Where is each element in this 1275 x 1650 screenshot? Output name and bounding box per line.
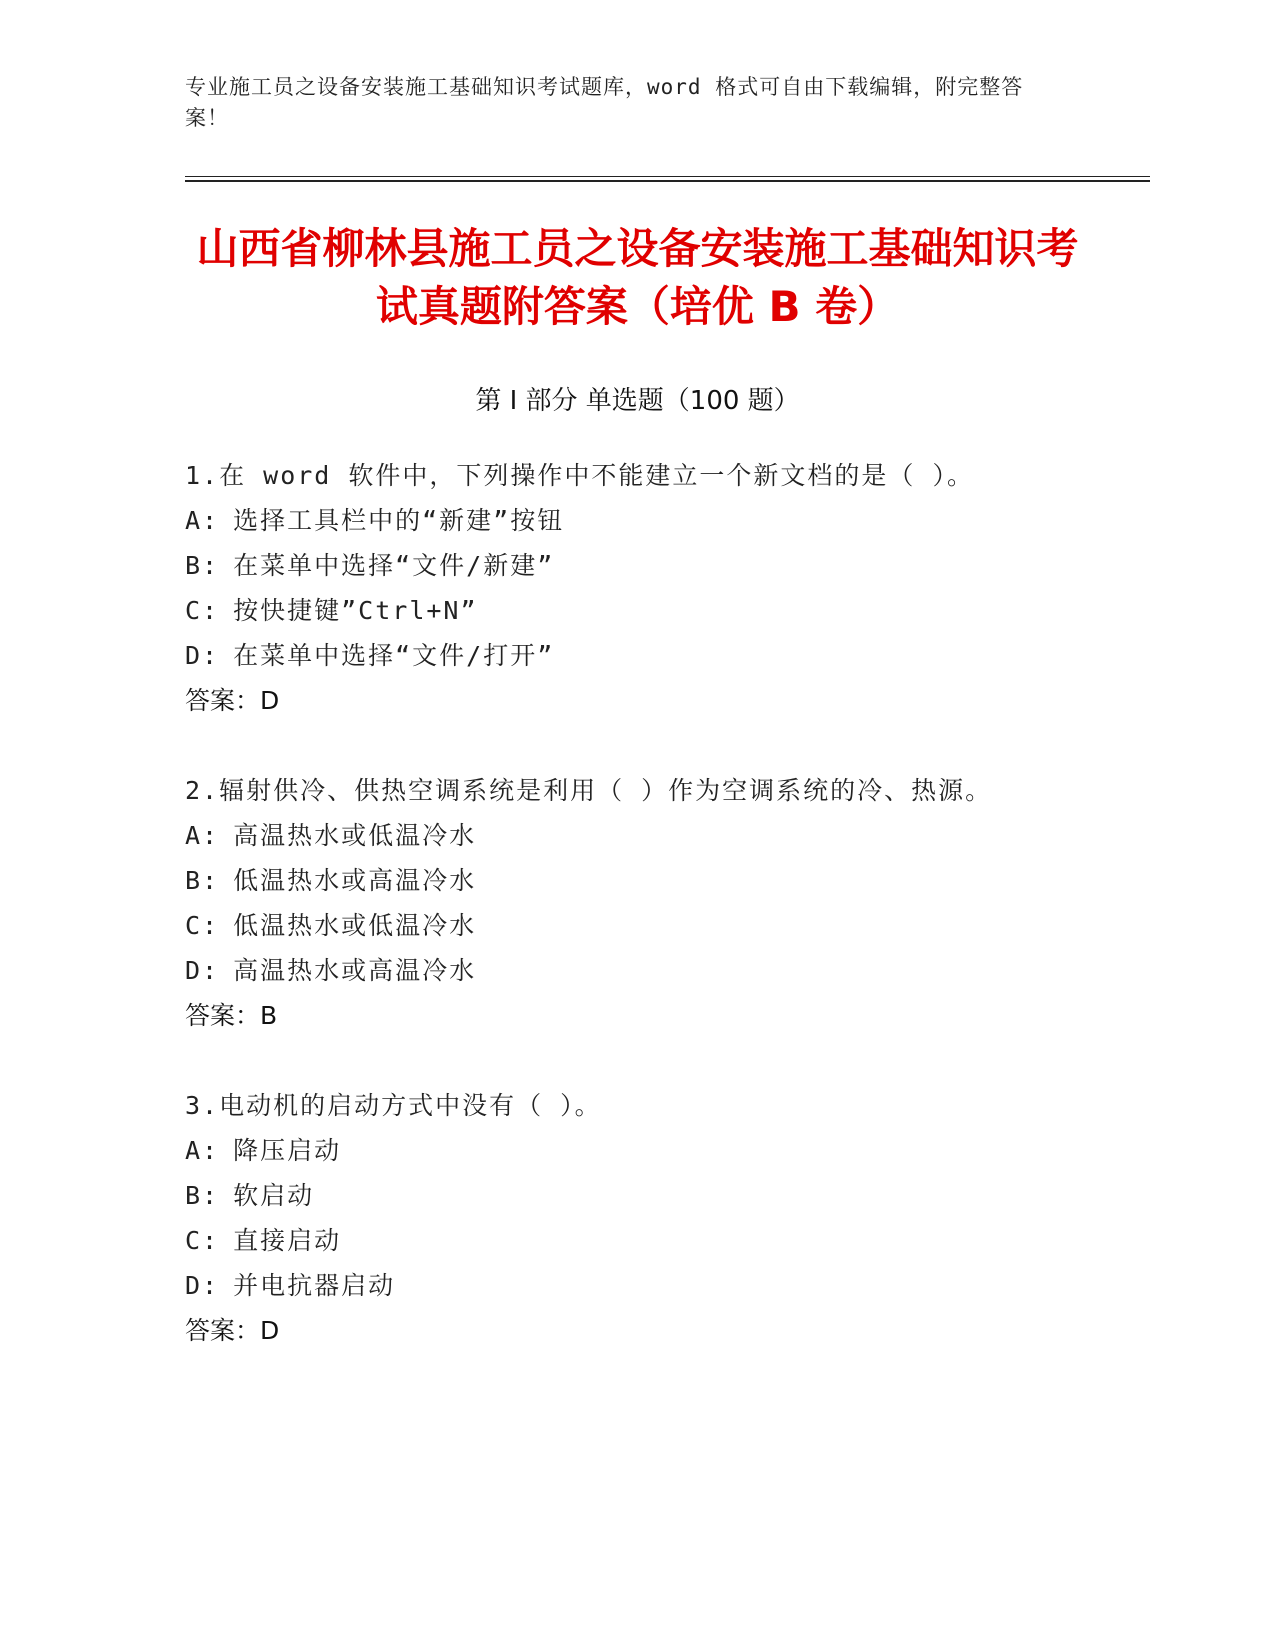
option-letter: C:	[185, 596, 220, 625]
option-c	[185, 903, 1105, 948]
question-stem: 3.电动机的启动方式中没有（ ）。	[185, 1091, 602, 1120]
header-divider-thick	[185, 180, 1150, 182]
option-letter: B:	[185, 866, 220, 895]
answer-line: 答案：D	[185, 686, 280, 715]
answer-line: 答案：B	[185, 1001, 278, 1030]
option-c	[185, 588, 1105, 633]
option-letter: B:	[185, 1181, 220, 1210]
option-a	[185, 1128, 1105, 1173]
option-c	[185, 1218, 1105, 1263]
option-text: 直接启动	[233, 1226, 342, 1255]
question-stem: 1.在 word 软件中，下列操作中不能建立一个新文档的是（ ）。	[185, 461, 974, 490]
option-text: 并电抗器启动	[233, 1271, 396, 1300]
option-letter: D:	[185, 956, 220, 985]
option-a	[185, 498, 1105, 543]
option-text: 在菜单中选择“文件/打开”	[233, 641, 555, 670]
option-d	[185, 1263, 1105, 1308]
question-3	[185, 1083, 1105, 1353]
option-letter: A:	[185, 1136, 220, 1165]
option-letter: C:	[185, 911, 220, 940]
header-note: 专业施工员之设备安装施工基础知识考试题库，word 格式可自由下载编辑，附完整答案！	[185, 75, 1024, 130]
option-b	[185, 1173, 1105, 1218]
option-a	[185, 813, 1105, 858]
option-text: 低温热水或低温冷水	[233, 911, 477, 940]
document-title: 山西省柳林县施工员之设备安装施工基础知识考试真题附答案（培优 B 卷）	[196, 224, 1079, 331]
header-divider-thin	[185, 176, 1150, 177]
option-text: 选择工具栏中的“新建”按钮	[233, 506, 565, 535]
option-text: 降压启动	[233, 1136, 342, 1165]
option-b	[185, 858, 1105, 903]
option-d	[185, 948, 1105, 993]
option-text: 按快捷键”Ctrl+N”	[233, 596, 478, 625]
option-text: 高温热水或低温冷水	[233, 821, 477, 850]
option-d	[185, 633, 1105, 678]
option-text: 高温热水或高温冷水	[233, 956, 477, 985]
section-title: 第 I 部分 单选题（100 题）	[475, 386, 800, 416]
question-stem: 2.辐射供冷、供热空调系统是利用（ ）作为空调系统的冷、热源。	[185, 776, 993, 805]
question-1	[185, 453, 1105, 723]
answer-line: 答案：D	[185, 1316, 280, 1345]
option-letter: D:	[185, 1271, 220, 1300]
option-letter: A:	[185, 821, 220, 850]
option-letter: B:	[185, 551, 220, 580]
option-letter: A:	[185, 506, 220, 535]
question-2	[185, 768, 1105, 1038]
option-text: 低温热水或高温冷水	[233, 866, 477, 895]
option-text: 软启动	[233, 1181, 315, 1210]
option-text: 在菜单中选择“文件/新建”	[233, 551, 555, 580]
option-letter: D:	[185, 641, 220, 670]
option-b	[185, 543, 1105, 588]
option-letter: C:	[185, 1226, 220, 1255]
